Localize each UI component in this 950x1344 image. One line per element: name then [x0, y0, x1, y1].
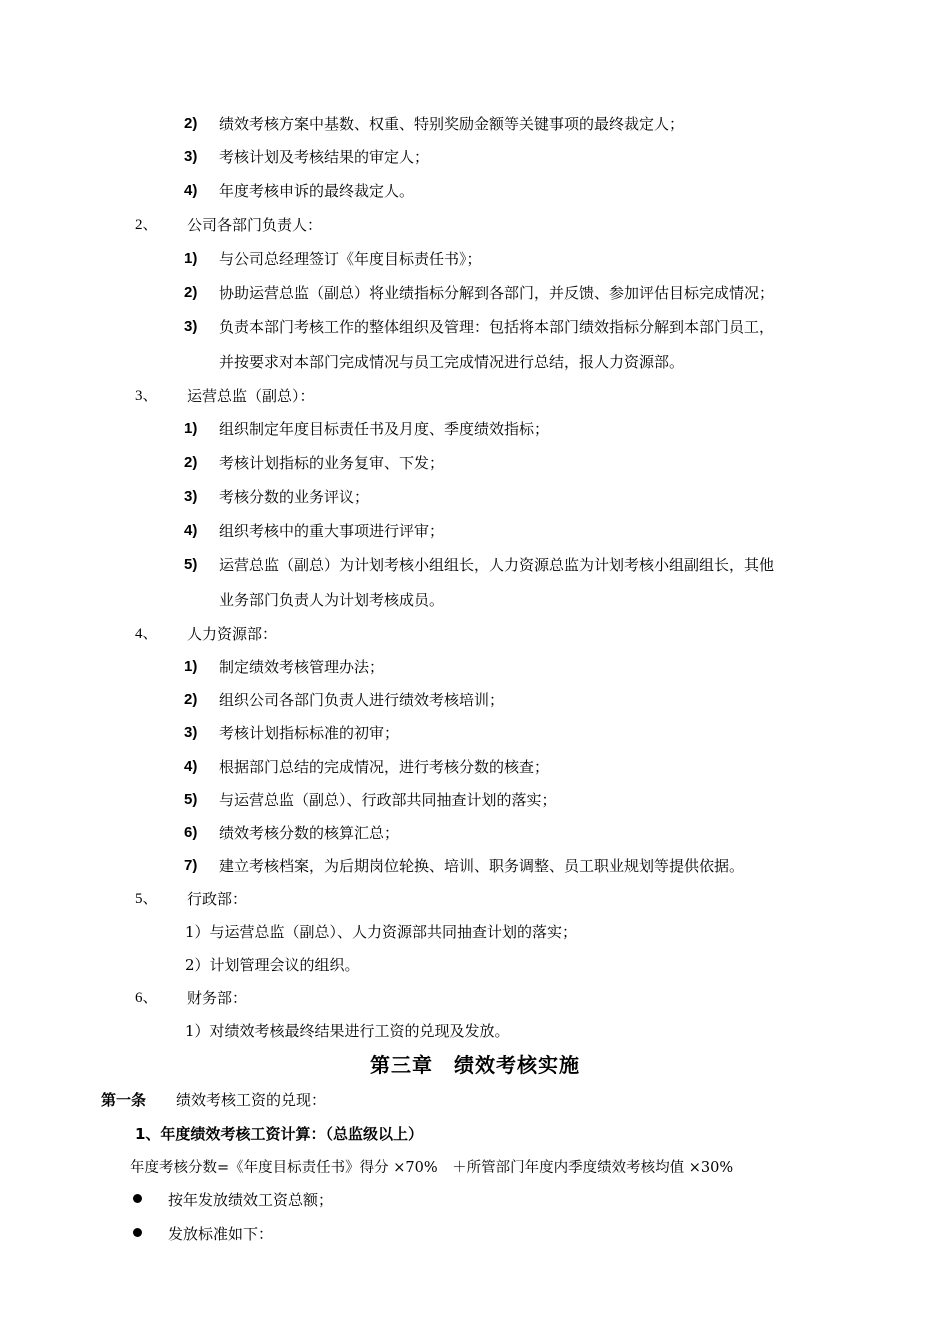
list-number: 3) [184, 148, 198, 165]
list-item: 1）与运营总监（副总）、人力资源部共同抽查计划的落实； [185, 923, 578, 941]
list-number: 2) [184, 284, 198, 301]
list-item-continuation: 并按要求对本部门完成情况与员工完成情况进行总结，报人力资源部。 [219, 353, 685, 371]
list-number: 4) [184, 522, 198, 539]
section-title: 人力资源部： [187, 625, 278, 643]
list-item: 与运营总监（副总）、行政部共同抽查计划的落实； [219, 791, 557, 809]
list-item: 制定绩效考核管理办法； [219, 658, 385, 676]
list-item: 运营总监（副总）为计划考核小组组长，人力资源总监为计划考核小组副组长，其他 [219, 556, 775, 574]
bullet-icon [133, 1228, 142, 1237]
list-item: 1）对绩效考核最终结果进行工资的兑现及发放。 [185, 1022, 510, 1040]
list-number: 1) [184, 658, 198, 675]
list-item-continuation: 业务部门负责人为计划考核成员。 [219, 591, 445, 609]
list-number: 2) [184, 454, 198, 471]
list-number: 4) [184, 758, 198, 775]
list-item: 年度考核申诉的最终裁定人。 [219, 182, 415, 200]
list-item: 绩效考核方案中基数、权重、特别奖励金额等关键事项的最终裁定人； [219, 115, 685, 133]
article-text: 绩效考核工资的兑现： [176, 1091, 327, 1109]
list-number: 3) [184, 724, 198, 741]
bullet-icon [133, 1194, 142, 1203]
list-item: 与公司总经理签订《年度目标责任书》； [219, 250, 482, 268]
list-item: 考核计划及考核结果的审定人； [219, 148, 430, 166]
bullet-item: 发放标准如下： [168, 1225, 274, 1243]
list-number: 3) [184, 318, 198, 335]
list-item: 组织考核中的重大事项进行评审； [219, 522, 445, 540]
section-title: 运营总监（副总）： [187, 387, 315, 405]
list-item: 协助运营总监（副总）将业绩指标分解到各部门，并反馈、参加评估目标完成情况； [219, 284, 775, 302]
list-number: 1) [184, 250, 198, 267]
list-item: 建立考核档案，为后期岗位轮换、培训、职务调整、员工职业规划等提供依据。 [219, 857, 745, 875]
list-item: 考核计划指标的业务复审、下发； [219, 454, 445, 472]
section-title: 行政部： [187, 890, 248, 908]
section-title: 公司各部门负责人： [187, 216, 323, 234]
subheading: 1、年度绩效考核工资计算：（总监级以上） [135, 1125, 423, 1143]
list-number: 5) [184, 791, 198, 808]
bullet-item: 按年发放绩效工资总额； [168, 1191, 334, 1209]
section-number: 2、 [135, 217, 158, 233]
list-item: 组织公司各部门负责人进行绩效考核培训； [219, 691, 505, 709]
article-label: 第一条 [101, 1091, 147, 1109]
section-number: 6、 [135, 990, 158, 1006]
list-number: 4) [184, 182, 198, 199]
list-item: 考核分数的业务评议； [219, 488, 370, 506]
list-number: 5) [184, 556, 198, 573]
section-number: 4、 [135, 626, 158, 642]
section-number: 3、 [135, 388, 158, 404]
list-number: 1) [184, 420, 198, 437]
list-number: 2) [184, 115, 198, 132]
list-number: 2) [184, 691, 198, 708]
formula-text: 年度考核分数=《年度目标责任书》得分 ×70% ＋所管部门年度内季度绩效考核均值 ×30% [130, 1160, 734, 1176]
list-item: 2）计划管理会议的组织。 [185, 956, 360, 974]
section-number: 5、 [135, 891, 158, 907]
list-item: 根据部门总结的完成情况，进行考核分数的核查； [219, 758, 550, 776]
list-item: 负责本部门考核工作的整体组织及管理：包括将本部门绩效指标分解到本部门员工， [219, 318, 775, 336]
list-item: 考核计划指标标准的初审； [219, 724, 400, 742]
section-title: 财务部： [187, 989, 248, 1007]
list-number: 3) [184, 488, 198, 505]
chapter-title: 第三章 绩效考核实施 [370, 1053, 580, 1077]
list-number: 7) [184, 857, 198, 874]
list-item: 绩效考核分数的核算汇总； [219, 824, 400, 842]
list-number: 6) [184, 824, 198, 841]
list-item: 组织制定年度目标责任书及月度、季度绩效指标； [219, 420, 550, 438]
